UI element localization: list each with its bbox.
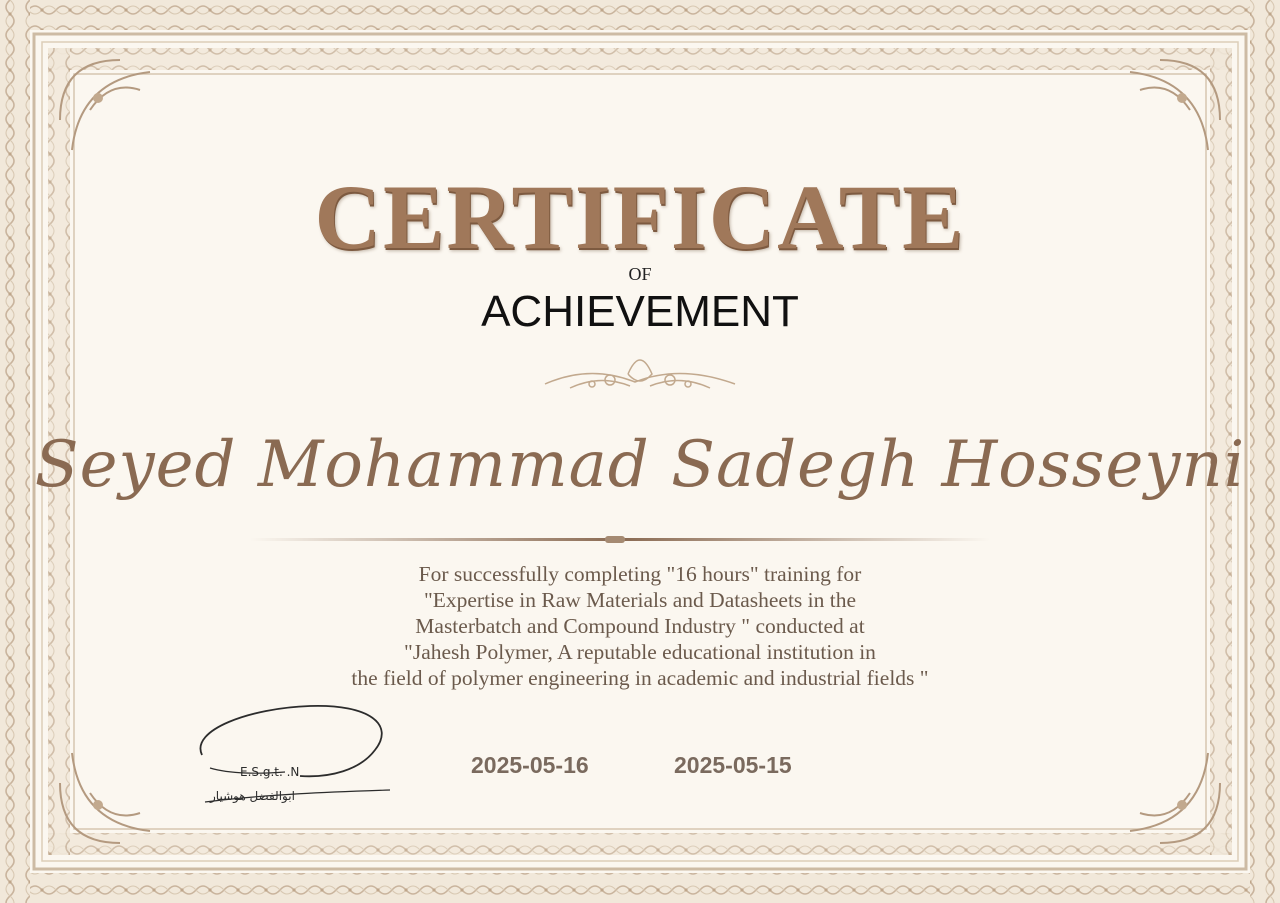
description-line: "Jahesh Polymer, A reputable educational institution in [404,640,876,664]
certificate-title: CERTIFICATE [314,166,966,268]
recipient-name: Seyed Mohammad Sadegh Hosseyni [34,428,1246,502]
description-line: "Expertise in Raw Materials and Datasheets in the [423,588,857,612]
certificate-subtitle [0,287,1280,337]
date-completed: 2025-05-15 [674,752,792,778]
handwritten-signature [190,700,410,810]
certificate-of-label: OF [628,264,652,284]
description-line: Masterbatch and Compound Industry " conducted at [415,614,865,638]
certificate-subtitle-text: ACHIEVEMENT [481,287,799,336]
description-line: For successfully completing "16 hours" training for [418,562,862,586]
description-line: the field of polymer engineering in academic and industrial fields " [351,666,929,690]
signature-name: ابوالفضل هوشیار [210,789,295,803]
name-divider [250,533,990,547]
date-issued: 2025-05-16 [471,752,589,778]
signature-latin: E.S.g.t. .N [240,765,300,779]
floral-flourish-icon [540,344,740,404]
certificate-description [0,561,1280,691]
